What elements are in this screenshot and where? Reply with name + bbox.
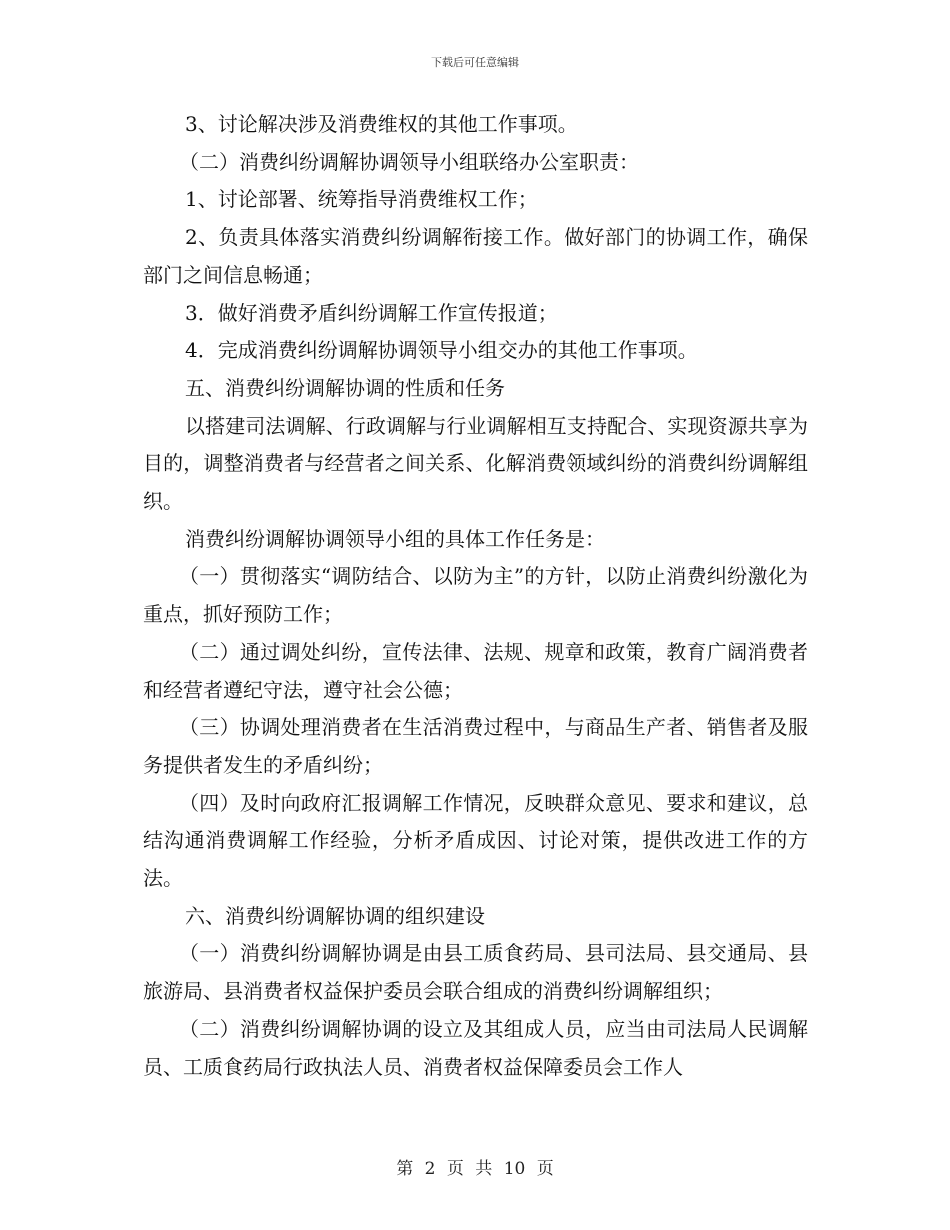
document-body bbox=[143, 106, 808, 1086]
paragraph-duty-4: 4．完成消费纠纷调解协调领导小组交办的其他工作事项。 bbox=[185, 338, 698, 363]
section-heading-office-duties: （二）消费纠纷调解协调领导小组联络办公室职责： bbox=[179, 149, 639, 174]
paragraph-org-1: （一）消费纠纷调解协调是由县工质食药局、县司法局、县交通局、县旅游局、县消费者权益保护委员会联合组成的消费纠纷调解组织； bbox=[143, 941, 808, 1004]
section-heading-organization: 六、消费纠纷调解协调的组织建设 bbox=[185, 903, 485, 928]
paragraph-item-3: 3、讨论解决涉及消费维权的其他工作事项。 bbox=[185, 112, 578, 136]
section-heading-nature-tasks: 五、消费纠纷调解协调的性质和任务 bbox=[185, 375, 505, 400]
paragraph-duty-1: 1、讨论部署、统筹指导消费维权工作； bbox=[185, 187, 538, 212]
paragraph-task-2: （二）通过调处纠纷，宣传法律、法规、规章和政策，教育广阔消费者和经营者遵纪守法，遵守社会公德； bbox=[143, 639, 808, 702]
page-header: 下载后可任意编辑 bbox=[431, 56, 519, 69]
paragraph-task-3: （三）协调处理消费者在生活消费过程中，与商品生产者、销售者及服务提供者发生的矛盾纠纷； bbox=[143, 715, 808, 777]
paragraph-duty-3: 3．做好消费矛盾纠纷调解工作宣传报道； bbox=[185, 300, 558, 325]
page-footer: 第 2 页 共 10 页 bbox=[396, 1159, 554, 1179]
paragraph-task-4: （四）及时向政府汇报调解工作情况，反映群众意见、要求和建议，总结沟通消费调解工作经验，分析矛盾成因、讨论对策，提供改进工作的方法。 bbox=[143, 790, 808, 891]
paragraph-task-1: （一）贯彻落实“调防结合、以防为主”的方针，以防止消费纠纷激化为重点，抓好预防工作； bbox=[143, 564, 808, 627]
paragraph-tasks-intro: 消费纠纷调解协调领导小组的具体工作任务是： bbox=[185, 526, 605, 551]
paragraph-purpose: 以搭建司法调解、行政调解与行业调解相互支持配合、实现资源共享为目的，调整消费者与经营者之间关系、化解消费领域纠纷的消费纠纷调解组织。 bbox=[143, 413, 808, 514]
paragraph-duty-2: 2、负责具体落实消费纠纷调解衔接工作。做好部门的协调工作，确保部门之间信息畅通； bbox=[143, 225, 808, 287]
paragraph-org-2: （二）消费纠纷调解协调的设立及其组成人员，应当由司法局人民调解员、工质食药局行政执法人员、消费者权益保障委员会工作人 bbox=[143, 1016, 808, 1079]
